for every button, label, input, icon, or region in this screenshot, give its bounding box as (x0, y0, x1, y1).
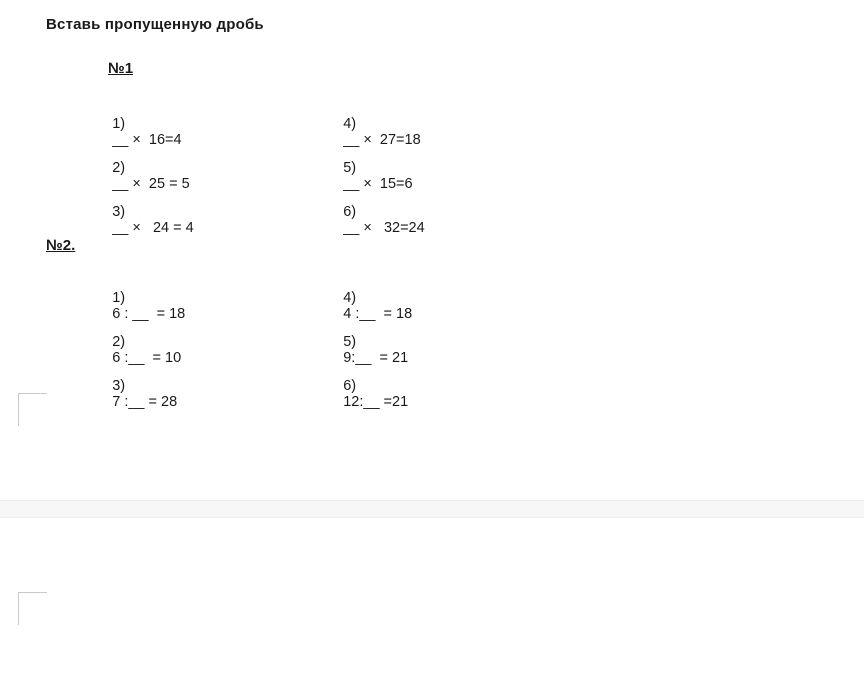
item-expression: 7 :__ = 28 (112, 394, 178, 410)
item-expression: 9:__ = 21 (343, 350, 409, 366)
item-expression: __ × 25 = 5 (112, 176, 190, 192)
task-row (46, 274, 806, 322)
item-number: 4) (343, 290, 357, 306)
task-block-1 (46, 100, 806, 236)
item-expression: __ × 15=6 (343, 176, 413, 192)
item-number: 2) (112, 334, 126, 350)
item-number: 1) (112, 290, 126, 306)
task-block-2 (46, 274, 806, 410)
item-number: 3) (112, 378, 126, 394)
item-expression: __ × 16=4 (112, 132, 182, 148)
item-number: 4) (343, 116, 357, 132)
item-number: 5) (343, 160, 357, 176)
item-number: 5) (343, 334, 357, 350)
item-expression: 6 : __ = 18 (112, 306, 186, 322)
task-row (46, 144, 806, 192)
item-number: 6) (343, 204, 357, 220)
page-corner-mark-bottom (18, 592, 47, 625)
task-row (46, 318, 806, 366)
item-number: 2) (112, 160, 126, 176)
page-separator-band (0, 500, 864, 518)
task-item-right (311, 188, 425, 252)
item-number: 6) (343, 378, 357, 394)
item-number: 1) (112, 116, 126, 132)
item-expression: 12:__ =21 (343, 394, 409, 410)
task-item-left (80, 362, 177, 426)
page-corner-mark-top (18, 393, 47, 426)
task-row (46, 188, 806, 236)
item-number: 3) (112, 204, 126, 220)
section-heading-1: №1 (108, 60, 134, 77)
item-expression: __ × 32=24 (343, 220, 425, 236)
task-item-left (80, 188, 194, 252)
item-expression: 6 :__ = 10 (112, 350, 182, 366)
item-expression: __ × 24 = 4 (112, 220, 194, 236)
task-row (46, 362, 806, 410)
page-title: Вставь пропущенную дробь (46, 16, 264, 33)
item-expression: __ × 27=18 (343, 132, 421, 148)
task-row (46, 100, 806, 148)
item-expression: 4 :__ = 18 (343, 306, 413, 322)
task-item-right (311, 362, 408, 426)
section-heading-2: №2. (46, 237, 76, 254)
